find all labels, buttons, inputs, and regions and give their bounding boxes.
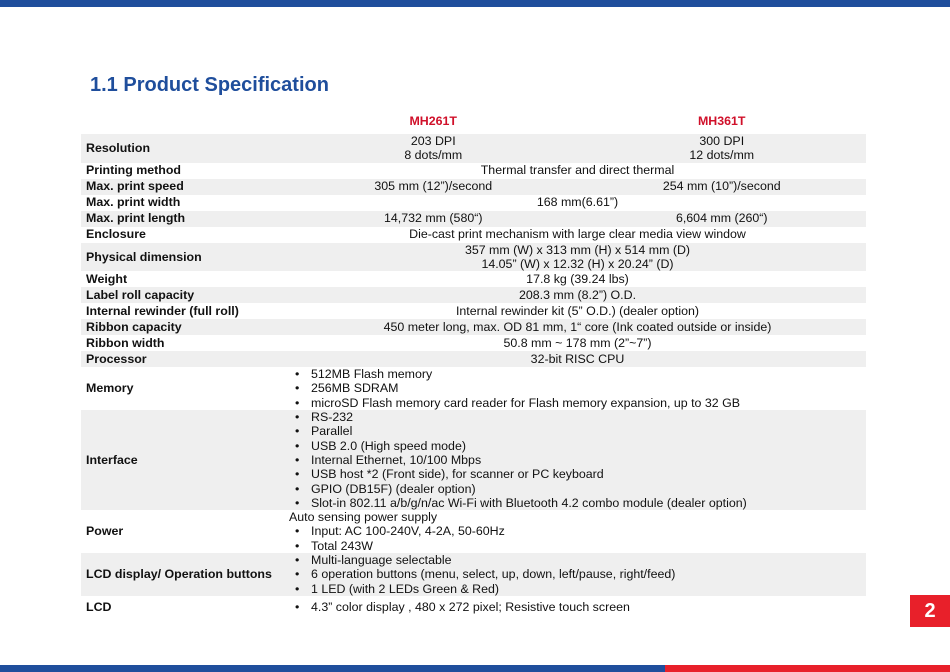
spec-value <box>289 367 866 410</box>
spec-label: Max. print width <box>86 195 181 210</box>
spec-row-rewinder <box>81 303 866 319</box>
list-item: • Input: AC 100-240V, 4-2A, 50-60Hz <box>295 524 861 538</box>
spec-row-processor <box>81 351 866 367</box>
bottom-accent-bar-red <box>665 665 950 672</box>
spec-row-power <box>81 510 866 553</box>
spec-row-printing-method <box>81 163 866 179</box>
list-item: • USB host *2 (Front side), for scanner or PC keyboard <box>295 467 861 481</box>
spec-row-resolution <box>81 134 866 163</box>
spec-label: Memory <box>86 381 134 396</box>
spec-row-ribbon-capacity <box>81 319 866 335</box>
resolution-mh261t: 203 DPI 8 dots/mm <box>289 134 578 163</box>
spec-value: 357 mm (W) x 313 mm (H) x 514 mm (D) 14.05” (W) x 12.32 (H) x 20.24” (D) <box>289 243 866 272</box>
lcd-list <box>289 600 861 614</box>
spec-label: Internal rewinder (full roll) <box>86 304 239 319</box>
spec-row-print-width <box>81 195 866 211</box>
list-item: • 1 LED (with 2 LEDs Green & Red) <box>295 582 861 596</box>
print-speed-mh361t: 254 mm (10”)/second <box>578 179 867 195</box>
spec-label: LCD <box>86 599 112 614</box>
spec-row-label-roll <box>81 287 866 303</box>
spec-row-print-speed <box>81 179 866 195</box>
spec-row-print-length <box>81 211 866 227</box>
list-item: • Internal Ethernet, 10/100 Mbps <box>295 453 861 467</box>
spec-value <box>289 510 866 553</box>
spec-value: Die-cast print mechanism with large clear media view window <box>409 227 746 242</box>
interface-list <box>289 410 861 510</box>
print-speed-mh261t: 305 mm (12”)/second <box>289 179 578 195</box>
spec-value: Thermal transfer and direct thermal <box>480 163 675 178</box>
spec-row-dimension <box>81 243 866 272</box>
bottom-accent-bar-blue <box>0 665 665 672</box>
spec-label: Max. print speed <box>81 179 289 195</box>
top-accent-bar <box>0 0 950 7</box>
spec-label: Resolution <box>81 134 289 163</box>
spec-value: 50.8 mm ~ 178 mm (2”~7”) <box>503 336 652 351</box>
spec-label: Interface <box>81 410 289 510</box>
list-item: • USB 2.0 (High speed mode) <box>295 439 861 453</box>
list-item: • RS-232 <box>295 410 861 424</box>
spec-row-ribbon-width <box>81 335 866 351</box>
spec-label: Label roll capacity <box>81 287 289 303</box>
memory-list <box>289 367 861 410</box>
list-item: • Parallel <box>295 424 861 438</box>
model-mh361t: MH361T <box>697 113 746 128</box>
spec-row-enclosure <box>81 227 866 243</box>
model-mh261t: MH261T <box>409 113 457 128</box>
page-title: 1.1 Product Specification <box>90 74 329 96</box>
lcd-buttons-list <box>289 553 861 596</box>
spec-value: 32-bit RISC CPU <box>289 351 866 367</box>
print-length-mh261t: 14,732 mm (580“) <box>289 211 578 227</box>
list-item: • Slot-in 802.11 a/b/g/n/ac Wi-Fi with Bluetooth 4.2 combo module (dealer option) <box>295 496 861 510</box>
spec-label: Enclosure <box>86 227 146 242</box>
spec-label: Power <box>86 524 124 539</box>
list-item: • Multi-language selectable <box>295 553 861 567</box>
spec-row-lcd-buttons <box>81 553 866 596</box>
list-item: • GPIO (DB15F) (dealer option) <box>295 482 861 496</box>
spec-value <box>289 410 866 510</box>
spec-row-weight <box>81 271 866 287</box>
power-list <box>289 524 861 553</box>
spec-label: Ribbon capacity <box>81 319 289 335</box>
list-item: • 256MB SDRAM <box>295 381 861 395</box>
page-number-badge: 2 <box>910 595 950 627</box>
spec-label: Ribbon width <box>86 336 165 351</box>
spec-value: 17.8 kg (39.24 lbs) <box>526 272 629 287</box>
spec-label: Physical dimension <box>81 243 289 272</box>
power-intro: Auto sensing power supply <box>289 510 438 525</box>
print-length-mh361t: 6,604 mm (260“) <box>578 211 867 227</box>
spec-label: Processor <box>81 351 289 367</box>
spec-label: Max. print length <box>81 211 289 227</box>
spec-value: 208.3 mm (8.2”) O.D. <box>289 287 866 303</box>
spec-label: LCD display/ Operation buttons <box>81 553 289 596</box>
spec-value: 168 mm(6.61”) <box>536 195 619 210</box>
spec-value <box>289 596 866 618</box>
list-item: • microSD Flash memory card reader for Flash memory expansion, up to 32 GB <box>295 396 861 410</box>
spec-row-lcd <box>81 596 866 618</box>
spec-value: Internal rewinder kit (5” O.D.) (dealer option) <box>455 304 700 319</box>
spec-table <box>81 108 866 618</box>
spec-row-interface <box>81 410 866 510</box>
list-item: • 512MB Flash memory <box>295 367 861 381</box>
spec-label: Printing method <box>86 163 181 178</box>
spec-value <box>289 553 866 596</box>
list-item: • Total 243W <box>295 539 861 553</box>
list-item: • 4.3” color display , 480 x 272 pixel; Resistive touch screen <box>295 600 861 614</box>
spec-label: Weight <box>86 272 128 287</box>
list-item: • 6 operation buttons (menu, select, up, down, left/pause, right/feed) <box>295 567 861 581</box>
resolution-mh361t: 300 DPI 12 dots/mm <box>578 134 867 163</box>
spec-value: 450 meter long, max. OD 81 mm, 1“ core (Ink coated outside or inside) <box>289 319 866 335</box>
model-header-row <box>81 108 866 134</box>
spec-row-memory <box>81 367 866 410</box>
